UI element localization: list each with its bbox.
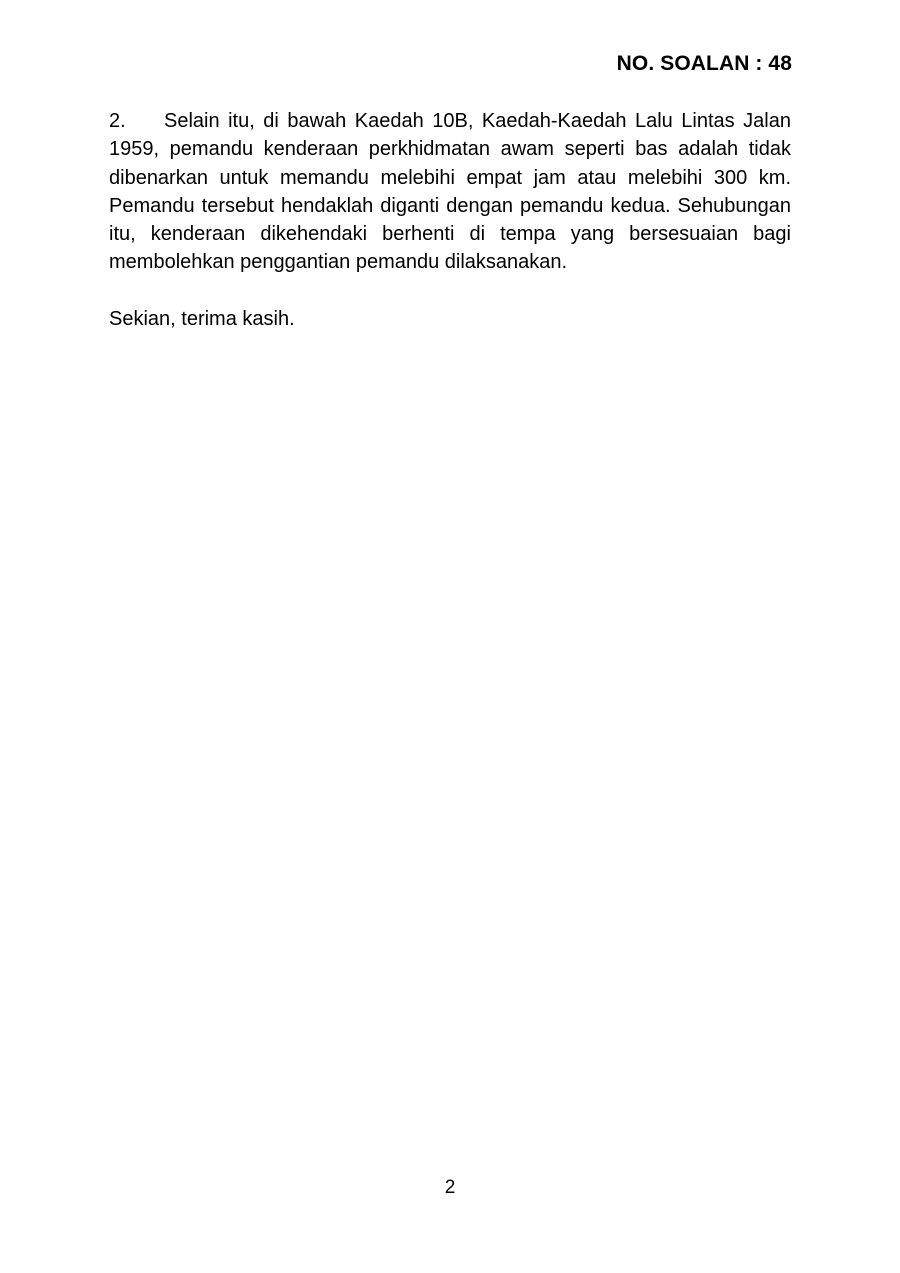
question-number-header: NO. SOALAN : 48 [616,52,792,75]
paragraph-text: Selain itu, di bawah Kaedah 10B, Kaedah-Kaedah Lalu Lintas Jalan 1959, pemandu kenderaan perkhidmatan awam seperti bas adalah tidak dibenarkan untuk memandu melebihi empat jam atau melebihi 300 km. Pemandu tersebut hendaklah diganti dengan pemandu kedua. Sehubungan itu, kenderaan dikehendaki berhenti di tempa yang bersesuaian bagi membolehkan penggantian pemandu dilaksanakan. [109,110,791,274]
paragraph [109,107,791,277]
closing-remark: Sekian, terima kasih. [109,307,295,330]
paragraph-number: 2. [109,110,126,132]
document-body [109,107,791,333]
page-number: 2 [444,1177,456,1198]
